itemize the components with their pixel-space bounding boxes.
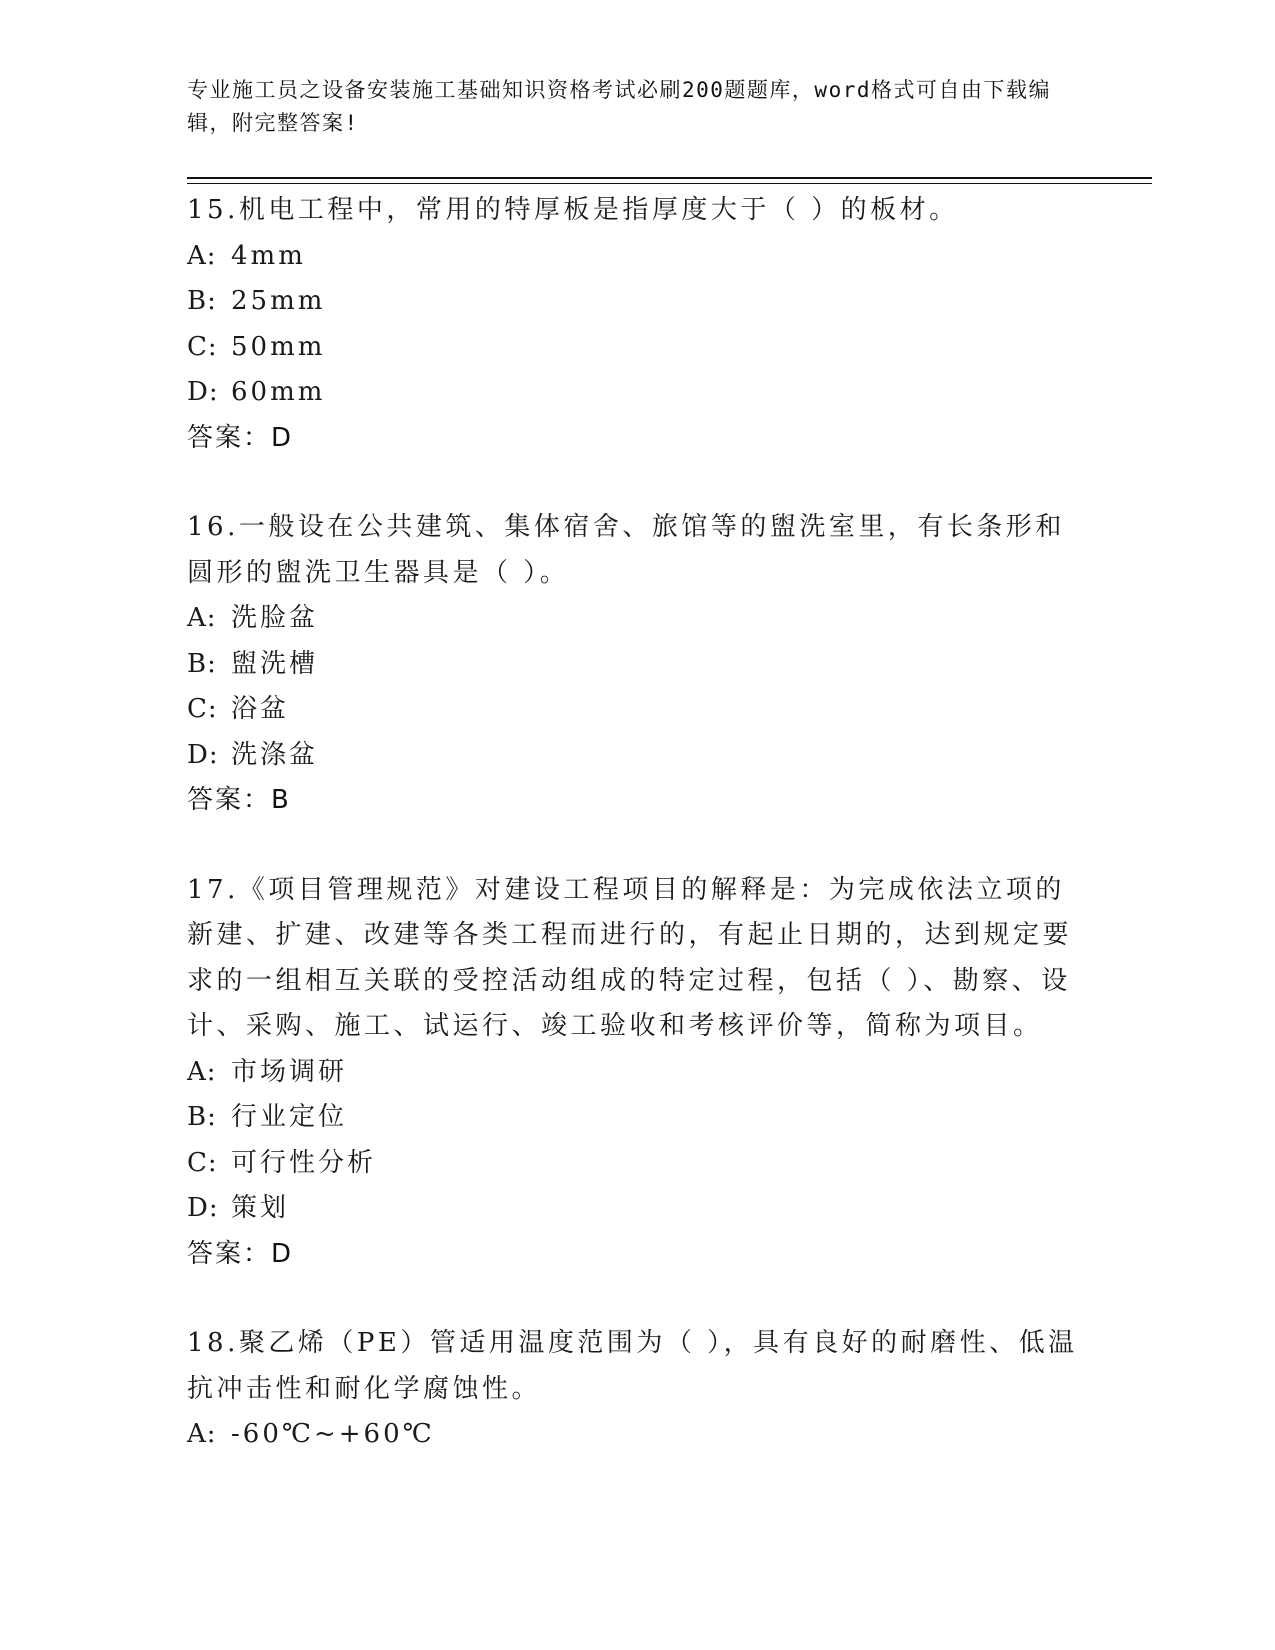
option-b — [187, 642, 1087, 688]
option-d — [187, 370, 1087, 416]
option-key: B: — [187, 286, 217, 316]
option-b — [187, 279, 1087, 325]
option-text: 市场调研 — [231, 1056, 348, 1087]
question-15 — [187, 188, 1087, 461]
question-stem: 16.一般设在公共建筑、集体宿舍、旅馆等的盥洗室里，有长条形和圆形的盥洗卫生器具是（ ）。 — [187, 512, 1065, 588]
option-text: 盥洗槽 — [231, 648, 319, 679]
option-d — [187, 733, 1087, 779]
option-c — [187, 325, 1087, 371]
question-list — [187, 188, 1087, 1458]
option-c — [187, 1141, 1087, 1187]
answer-line: 答案：B — [187, 785, 291, 815]
question-18 — [187, 1321, 1087, 1458]
option-text: 策划 — [231, 1193, 290, 1223]
option-a — [187, 1412, 1087, 1458]
option-key: D: — [187, 739, 219, 770]
option-key: B: — [187, 648, 217, 679]
option-text: 60mm — [231, 377, 326, 407]
option-b — [187, 1095, 1087, 1141]
option-text: 浴盆 — [231, 694, 290, 724]
option-key: C: — [187, 1147, 218, 1178]
option-key: D: — [187, 1193, 219, 1223]
option-text: 可行性分析 — [231, 1147, 377, 1178]
option-a — [187, 1050, 1087, 1096]
option-d — [187, 1186, 1087, 1232]
option-text: 50mm — [231, 331, 326, 362]
option-key: A: — [187, 603, 217, 633]
question-stem: 17.《项目管理规范》对建设工程项目的解释是：为完成依法立项的新建、扩建、改建等各类工程而进行的，有起止日期的，达到规定要求的一组相互关联的受控活动组成的特定过程，包括（ ）、勘察、设计、采购、施工、试运行、竣工验收和考核评价等，简称为项目。 — [187, 874, 1073, 1041]
answer-line: 答案：D — [187, 1238, 294, 1269]
answer-line: 答案：D — [187, 422, 294, 453]
option-key: D: — [187, 377, 219, 407]
question-stem: 18.聚乙烯（PE）管适用温度范围为（ ），具有良好的耐磨性、低温抗冲击性和耐化学腐蚀性。 — [187, 1328, 1078, 1404]
option-key: C: — [187, 694, 218, 724]
option-a — [187, 596, 1087, 642]
option-text: 4mm — [231, 240, 306, 271]
header-rule-thin — [187, 183, 1152, 184]
question-16 — [187, 505, 1087, 824]
header-rule-thick — [187, 177, 1152, 179]
option-a — [187, 234, 1087, 280]
question-stem: 15.机电工程中，常用的特厚板是指厚度大于（ ）的板材。 — [187, 195, 959, 225]
option-text: -60℃~+60℃ — [231, 1419, 435, 1449]
option-text: 25mm — [231, 286, 326, 316]
option-key: A: — [187, 1419, 217, 1449]
document-header: 专业施工员之设备安装施工基础知识资格考试必刷200题题库，word格式可自由下载编辑，附完整答案! — [187, 78, 1051, 135]
option-text: 洗涤盆 — [231, 739, 319, 770]
option-c — [187, 687, 1087, 733]
question-17 — [187, 868, 1087, 1278]
option-key: A: — [187, 1056, 217, 1087]
option-key: C: — [187, 331, 218, 362]
option-text: 行业定位 — [231, 1102, 348, 1132]
option-key: B: — [187, 1102, 217, 1132]
option-key: A: — [187, 240, 217, 271]
option-text: 洗脸盆 — [231, 603, 319, 633]
